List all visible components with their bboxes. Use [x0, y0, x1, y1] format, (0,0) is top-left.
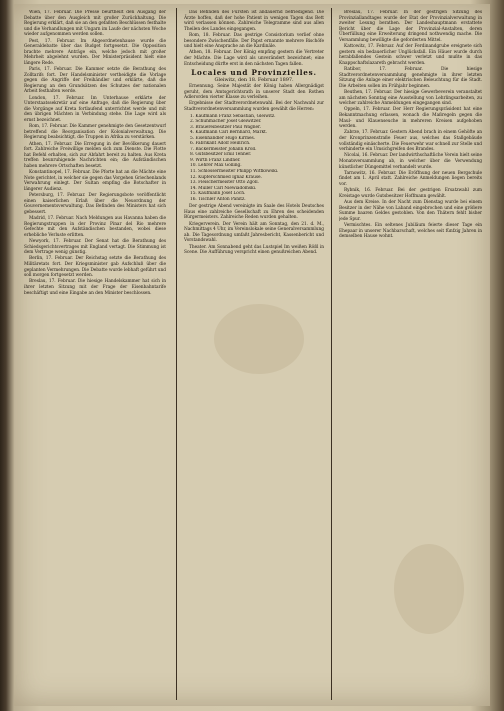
- article-paragraph: Der gestrige Abend vereinigte im Saale des Hotels Deutsches Haus eine zahlreiche Gesellschaft zu Ehren des scheidenden Bürgermeisters. Zahlreiche Reden wurden gehalten.: [184, 204, 324, 221]
- article-paragraph: Rom, 18. Februar. Das gestrige Consistorium verlief ohne besondere Zwischenfälle. Der Papst ernannte mehrere Bischöfe und hielt eine Ansprache an die Kardinäle.: [184, 32, 324, 50]
- article-paragraph: Petersburg, 17. Februar. Der Regierungsbote veröffentlicht einen kaiserlichen Erlaß über die Neuordnung der Gouvernementsverwaltung. Das Befinden des Ministers hat sich gebessert.: [24, 193, 166, 215]
- article-paragraph: Paris, 17. Februar. Die Kammer setzte die Berathung des Zolltarifs fort. Der Handelsminister vertheidigte die Vorlage gegen die Angriffe der Freihändler und erklärte, daß die Regierung an den Grundsätzen des Schutzes der nationalen Arbeit festhalten werde.: [24, 67, 166, 95]
- list-item: 4. Kaufmann Carl Bernhard, Markt.: [190, 130, 268, 136]
- article-paragraph: Ernennung. Seine Majestät der König haben Allergnädigst geruht, dem Amtsgerichtsrath in unserer Stadt den Rothen Adlerorden vierter Klasse zu verleihen.: [184, 84, 324, 101]
- article-paragraph: Tarnowitz, 16. Februar. Die Eröffnung der neuen Bergschule findet am 1. April statt. Zahlreiche Anmeldungen liegen bereits vor.: [339, 170, 482, 187]
- article-paragraph: Rom, 17. Februar. Die Kammer genehmigte den Gesetzentwurf betreffend die Reorganisation der Kolonialverwaltung. Die Regierung beabsichtigt, die Truppen in Afrika zu verstärken.: [24, 124, 166, 141]
- column-2: [184, 10, 324, 698]
- elected-list: [184, 114, 324, 203]
- article-paragraph: Breslau, 17. Februar. Die hiesige Handelskammer hat sich in ihrer letzten Sitzung mit der Frage der Eisenbahntarife beschäftigt und eine Eingabe an den Minister beschlossen.: [24, 279, 166, 296]
- article-paragraph: Berlin, 17. Februar. Der Reichstag setzte die Berathung des Militäretats fort. Der Kriegsminister gab Aufschluß über die geplanten Vermehrungen. Die Debatte wurde lebhaft geführt und soll morgen fortgesetzt werden.: [24, 256, 166, 279]
- newspaper-page: [14, 4, 490, 706]
- list-item: 16. Tischler Anton Panitz.: [190, 196, 246, 202]
- article-paragraph: London, 17. Februar. Im Unterhause erklärte der Unterstaatssekretär auf eine Anfrage, daß die Regierung über die Vorgänge auf Kreta fortlaufend unterrichtet werde und mit den übrigen Mächten in Verbindung stehe. Die Lage wird als ernst bezeichnet.: [24, 95, 166, 123]
- article-paragraph: Vermischtes. Ein seltenes Jubiläum feierte dieser Tage ein Ehepaar in unserer Nachbarschaft, welches seit fünfzig Jahren in demselben Hause wohnt.: [339, 223, 482, 240]
- article-paragraph: Kriegerverein. Der Verein hält am Sonntag, den 21. d. M., Nachmittags 4 Uhr, im Vereinslokale seine Generalversammlung ab. Die Tagesordnung umfaßt Jahresbericht, Kassenbericht und Vorstandswahl.: [184, 221, 324, 244]
- article-paragraph: Wien, 17. Februar. Die Presse beurtheilt den Ausgang der Debatte über den Ausgleich mit großer Zurückhaltung. Die Regierung erklärt, daß sie an den gefaßten Beschlüssen festhalte und die Verhandlungen mit Ungarn im Laufe der nächsten Woche wieder aufgenommen werden sollen.: [24, 10, 166, 38]
- list-item: 1. Kaufmann Franz Sebastian, Gleiwitz.: [190, 113, 276, 119]
- article-paragraph: Ratibor, 17. Februar. Die hiesige Stadtverordnetenversammlung genehmigte in ihrer letzten Sitzung die Anlage einer elektrischen Beleuchtung für die Stadt. Die Arbeiten sollen im Frühjahr beginnen.: [339, 67, 482, 89]
- article-paragraph: Athen, 17. Februar. Die Erregung in der Bevölkerung dauert fort. Zahlreiche Freiwillige melden sich zum Dienste. Die Flotte hat Befehl erhalten, sich zur Abfahrt bereit zu halten. Aus Kreta treffen beunruhigende Nachrichten ein; die Aufständischen haben mehrere Ortschaften besetzt.: [24, 141, 166, 169]
- article-paragraph: Beuthen, 17. Februar. Der hiesige Gewerbeverein veranstaltet am nächsten Sonntag eine Ausstellung von Lehrlingsarbeiten, zu welcher zahlreiche Anmeldungen eingegangen sind.: [339, 90, 482, 107]
- article-paragraph: Theater. Am Sonnabend geht das Lustspiel Im weißen Rößl in Scene. Die Aufführung verspricht einen genußreichen Abend.: [184, 244, 324, 256]
- article-paragraph: Pest, 17. Februar. Im Abgeordnetenhause wurde die Generaldebatte über das Budget fortgesetzt. Die Opposition brachte mehrere Anträge ein, welche jedoch mit großer Mehrheit abgelehnt wurden. Der Ministerpräsident hielt eine längere Rede.: [24, 38, 166, 66]
- list-item: 9. Wirth Franz Lindner.: [190, 157, 241, 163]
- binding-edge: [1, 0, 13, 711]
- article-paragraph: Aus dem Kreise. In der Nacht zum Dienstag wurde bei einem Besitzer in der Nähe von Laband eingebrochen und eine größere Summe baaren Geldes gestohlen. Von den Thätern fehlt bisher jede Spur.: [339, 200, 482, 222]
- article-paragraph: Newyork, 17. Februar. Der Senat hat die Berathung des Schiedsgerichtsvertrages mit England vertagt. Die Stimmung ist dem Vertrage wenig günstig.: [24, 239, 166, 256]
- article-paragraph: Nicolai, 16. Februar. Der landwirthschaftliche Verein hielt seine Monatsversammlung ab, in welcher über die Verwendung künstlicher Düngemittel verhandelt wurde.: [339, 153, 482, 170]
- list-item: 5. Eisenhändler Hugo Kirmes.: [190, 135, 256, 141]
- list-item: 3. Brauereibesitzer Paul Wagner.: [190, 124, 261, 130]
- column-rule: [331, 8, 332, 700]
- section-heading: Locales und Provinzielles.: [191, 67, 317, 77]
- article-paragraph: Oppeln, 17. Februar. Der Herr Regierungspräsident hat eine Bekanntmachung erlassen, wonach die Maßregeln gegen die Maul- und Klauenseuche in mehreren Kreisen aufgehoben werden.: [339, 107, 482, 130]
- dateline: Gleiwitz, den 18. Februar 1897.: [214, 76, 294, 83]
- list-item: 2. Schuhmacher Josef Gleiwitzer.: [190, 119, 262, 125]
- list-item: 13. Fleischermeister Otto Zgoll.: [190, 180, 259, 186]
- list-item: 11. Schlossermeister Philipp Wittkowski.: [190, 169, 279, 174]
- article-paragraph: Madrid, 17. Februar. Nach Meldungen aus Havanna haben die Regierungstruppen in der Provinz Pinar del Rio mehrere Gefechte mit den Aufständischen bestanden, wobei diese erhebliche Verluste erlitten.: [24, 216, 166, 238]
- article-paragraph: Zabrze, 17. Februar. Gestern Abend brach in einem Gehöfte an der Kronprinzenstraße Feuer aus, welches das Stallgebäude vollständig einäscherte. Die Feuerwehr war schnell zur Stelle und verhinderte ein Umsichgreifen des Brandes.: [339, 130, 482, 153]
- column-rule: [176, 8, 177, 700]
- list-item: 15. Kaufmann Josef Loch.: [190, 191, 246, 197]
- column-3: [339, 10, 482, 698]
- article-paragraph: Ergebnisse der Stadtverordnetenwahl. Bei der Nachwahl zur Stadtverordnetenversammlung wurden gewählt die Herren:: [184, 101, 324, 112]
- column-1: [24, 10, 166, 698]
- article-paragraph: Das Befinden des Fürsten ist andauernd befriedigend. Die Ärzte hoffen, daß der hohe Patient in wenigen Tagen das Bett wird verlassen können. Zahlreiche Telegramme sind aus allen Theilen des Landes eingegangen.: [184, 10, 324, 32]
- list-item: 10. Lehrer Max Golling.: [190, 163, 242, 169]
- list-item: 14. Müller Carl Niewiadomski.: [190, 185, 257, 191]
- list-item: 8. Gutsbesitzer Emil Tenner.: [190, 152, 252, 158]
- article-paragraph: Kattowitz, 17. Februar. Auf der Ferdinandgrube ereignete sich gestern ein bedauerlicher Unglücksfall. Ein Häuer wurde durch herabfallendes Gestein schwer verletzt und mußte in das Knappschaftslazareth gebracht werden.: [339, 44, 482, 66]
- article-paragraph: Konstantinopel, 17. Februar. Die Pforte hat an die Mächte eine Note gerichtet, in welcher sie gegen das Vorgehen Griechenlands Verwahrung einlegt. Der Sultan empfing die Botschafter in längerer Audienz.: [24, 170, 166, 192]
- list-item: 12. Kupferschmied Ignaz Krause.: [190, 174, 262, 180]
- article-paragraph: Breslau, 17. Februar. In der gestrigen Sitzung des Provinziallandtages wurde der Etat der Provinzialverwaltung in zweiter Lesung berathen. Der Landeshauptmann erstattete Bericht über die Lage der Provinzial-Anstalten, deren Überfüllung eine Erweiterung dringend nothwendig mache. Die Versammlung bewilligte die geforderten Mittel.: [339, 10, 482, 43]
- adjacent-page-edge: [492, 0, 502, 711]
- article-paragraph: Rybnik, 16. Februar. Bei der gestrigen Ersatzwahl zum Kreistage wurde Gutsbesitzer Hoffmann gewählt.: [339, 188, 482, 199]
- list-item: 7. Bäckermeister Johann Kroll.: [190, 146, 257, 152]
- list-item: 6. Fabrikant Adolf Heinrich.: [190, 141, 251, 147]
- article-paragraph: Athen, 18. Februar. Der König empfing gestern die Vertreter der Mächte. Die Lage wird als unverändert bezeichnet; eine Entscheidung dürfte erst in den nächsten Tagen fallen.: [184, 50, 324, 67]
